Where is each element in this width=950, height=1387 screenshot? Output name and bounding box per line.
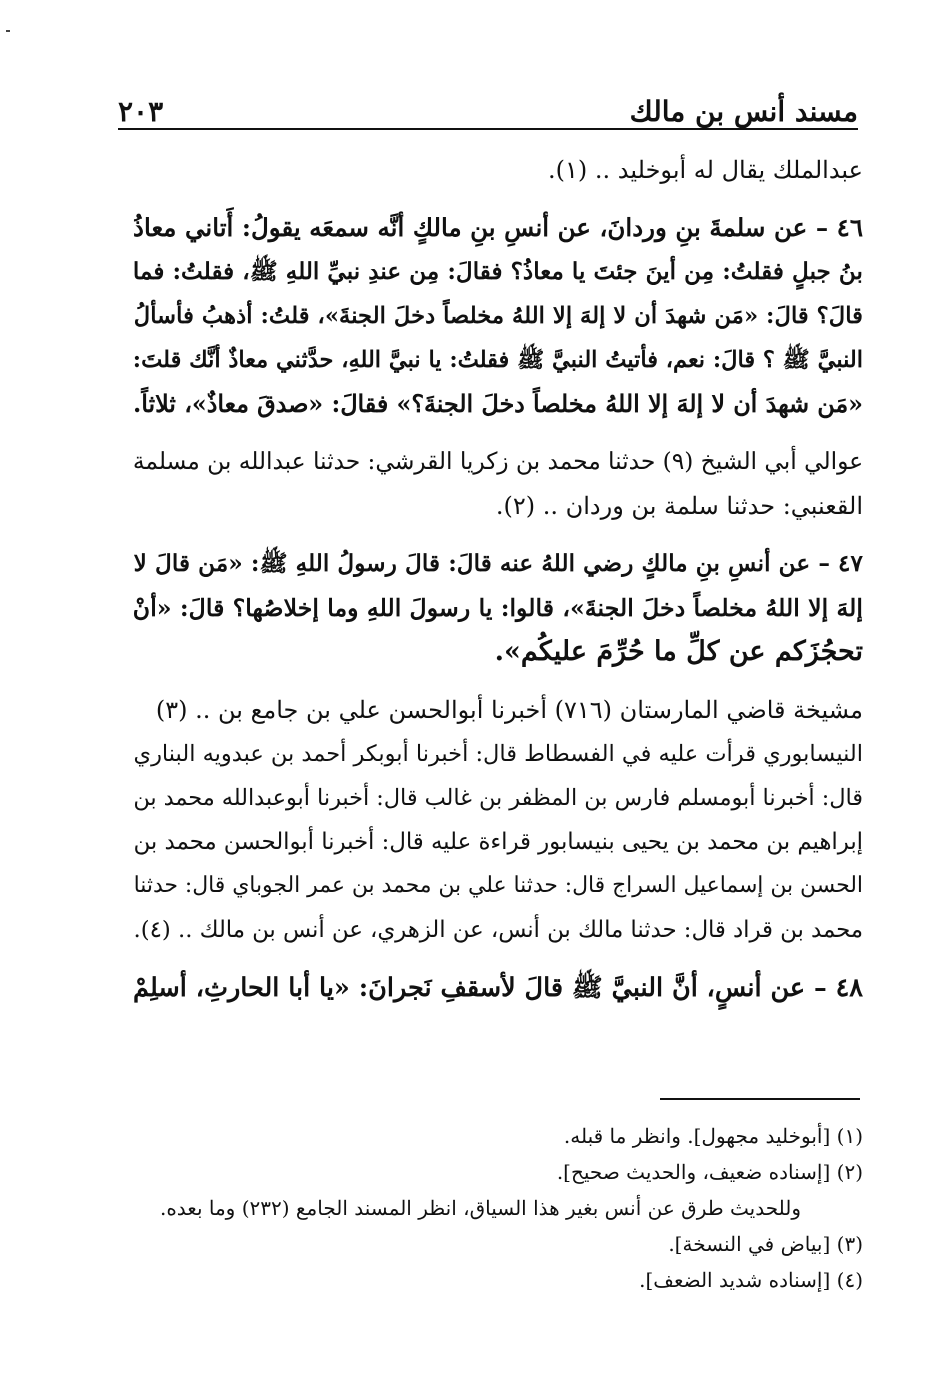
paragraph-gap [118,426,863,440]
scan-mark [6,30,10,32]
footnote-separator [660,1098,860,1100]
paragraph-gap [118,528,863,542]
page-body [118,148,863,1010]
paragraph-gap [118,952,863,966]
text-line: إبراهيم بن محمد بن يحيى بنيسابور قراءة عليه قال: أخبرنا أبوالحسن محمد بن [133,829,863,855]
paragraph-gap [118,192,863,206]
text-line: القعنبي: حدثنا سلمة بن وردان .. (٢). [495,492,863,520]
text-line: بنُ جبلٍ فقلتُ: مِن أينَ جئتَ يا معاذُ؟ فقالَ: مِن عندِ نبيِّ اللهِ ﷺ، فقلتُ: فما [132,258,863,285]
hadith-paragraph [118,966,863,1010]
text-line: عوالي أبي الشيخ (٩) حدثنا محمد بن زكريا القرشي: حدثنا عبدالله بن مسلمة [132,448,863,475]
source-paragraph [118,148,863,192]
hadith-paragraph [118,206,863,426]
text-line: مشيخة قاضي المارستان (٧١٦) أخبرنا أبوالحسن علي بن جامع بن .. (٣) [155,696,863,724]
text-line: قالَ؟ قالَ: «مَن شهدَ أن لا إلهَ إلا اللهُ مخلصاً دخلَ الجنةَ»، قلتُ: أذهبُ فأسألُ [133,303,863,329]
paragraph-gap [118,674,863,688]
hadith-paragraph [118,542,863,674]
text-line: عبدالملك يقال له أبوخليد .. (١). [548,156,863,184]
source-paragraph [118,688,863,952]
footnote: (٢) [إسناده ضعيف، والحديث صحيح]. [556,1160,863,1184]
running-header [118,88,858,130]
footnotes [118,1118,863,1298]
source-paragraph [118,440,863,528]
text-line: «مَن شهدَ أن لا إلهَ إلا اللهُ مخلصاً دخلَ الجنةَ؟» فقالَ: «صدقَ معاذٌ»، ثلاثاً. [132,390,863,418]
text-line: ٤٧ – عن أنسِ بنِ مالكٍ رضي اللهُ عنه قالَ: قالَ رسولُ اللهِ ﷺ: «مَن قالَ لا [133,550,863,577]
page-number: ٢٠٣ [118,95,164,128]
text-line: ٤٦ – عن سلمةَ بنِ وردانَ، عن أنسِ بنِ مالكٍ أنَّه سمعَه يقولُ: أَتاني معاذُ [133,213,863,242]
book-title: مسند أنس بن مالك [629,95,858,128]
text-line: الحسن بن إسماعيل السراج قال: حدثنا علي بن محمد بن عمر الجوباي قال: حدثنا [133,873,863,898]
footnote: (٣) [بياض في النسخة]. [668,1232,863,1256]
text-line: النيسابوري قرأت عليه في الفسطاط قال: أخبرنا أبوبكر أحمد بن عبدويه البناري [133,741,863,767]
footnote: (٤) [إسناده شديد الضعف]. [639,1268,863,1292]
text-line: ٤٨ – عن أنسٍ، أنَّ النبيَّ ﷺ قالَ لأسقفِ نَجرانَ: «يا أبا الحارثِ، أسلِمْ [132,973,863,1003]
footnote: (١) [أبوخليد مجهول]. وانظر ما قبله. [563,1124,863,1148]
text-line: النبيَّ ﷺ ؟ قالَ: نعم، فأتيتُ النبيَّ ﷺ فقلتُ: يا نبيَّ اللهِ، حدَّثني معاذٌ أنَّك قلتَ: [132,347,863,373]
text-line: قال: أخبرنا أبومسلم فارس بن المظفر بن غالب قال: أخبرنا أبوعبدالله محمد بن [133,785,863,811]
footnote: وللحديث طرق عن أنس بغير هذا السياق، انظر المسند الجامع (٢٣٢) وما بعده. [159,1196,801,1220]
text-line: تحجُزَكم عن كلِّ ما حُرِّمَ عليكُم». [494,636,863,667]
text-line: محمد بن قراد قال: حدثنا مالك بن أنس، عن الزهري، عن أنس بن مالك .. (٤). [133,917,863,943]
text-line: إلهَ إلا اللهُ مخلصاً دخلَ الجنةَ»، قالوا: يا رسولَ اللهِ وما إخلاصُها؟ قالَ: «أنْ [132,594,863,622]
